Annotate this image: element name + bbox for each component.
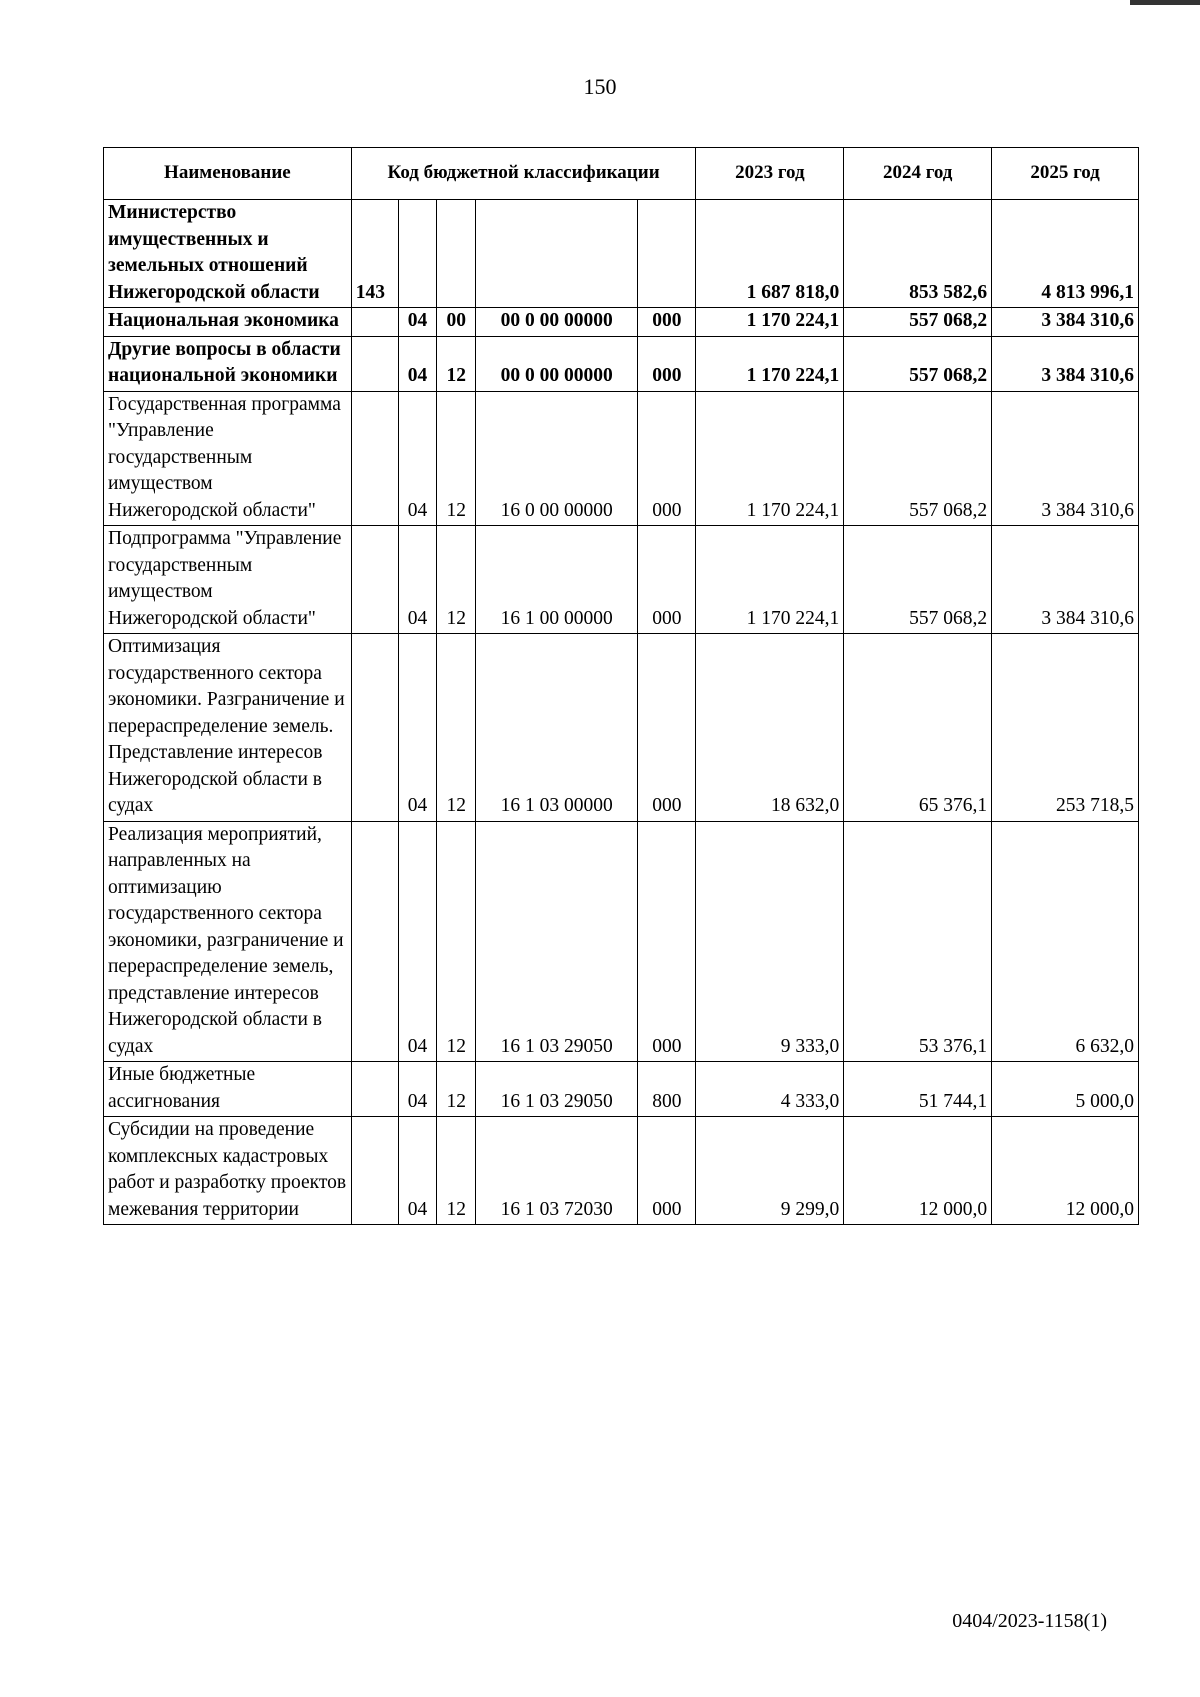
code-target-article: 00 0 00 00000 [476, 308, 638, 337]
code-admin [351, 526, 398, 634]
code-admin [351, 336, 398, 391]
value-2023: 1 170 224,1 [696, 391, 844, 526]
table-row [104, 391, 1139, 526]
value-2024: 557 068,2 [844, 308, 992, 337]
table-row [104, 336, 1139, 391]
code-section: 04 [398, 336, 437, 391]
value-2023: 4 333,0 [696, 1062, 844, 1117]
table-row [104, 634, 1139, 822]
table-row [104, 200, 1139, 308]
code-section: 04 [398, 391, 437, 526]
table-row [104, 308, 1139, 337]
row-name: Реализация мероприятий, направленных на оптимизацию государственного сектора экономики, разграничение и перераспределение земель, представление интересов Нижегородской области в судах [104, 821, 352, 1062]
value-2025: 6 632,0 [992, 821, 1139, 1062]
code-expense-type: 000 [638, 391, 696, 526]
code-section: 04 [398, 1117, 437, 1225]
code-target-article: 16 0 00 00000 [476, 391, 638, 526]
code-subsection: 00 [437, 308, 476, 337]
value-2024: 557 068,2 [844, 336, 992, 391]
row-name: Национальная экономика [104, 308, 352, 337]
budget-table [103, 147, 1139, 1225]
code-subsection [437, 200, 476, 308]
value-2023: 1 170 224,1 [696, 308, 844, 337]
code-section: 04 [398, 308, 437, 337]
code-admin [351, 1117, 398, 1225]
value-2024: 557 068,2 [844, 526, 992, 634]
code-admin [351, 821, 398, 1062]
value-2023: 1 170 224,1 [696, 526, 844, 634]
code-section: 04 [398, 634, 437, 822]
code-subsection: 12 [437, 1062, 476, 1117]
value-2025: 3 384 310,6 [992, 526, 1139, 634]
table-body [104, 200, 1139, 1225]
code-admin: 143 [351, 200, 398, 308]
code-subsection: 12 [437, 526, 476, 634]
row-name: Министерство имущественных и земельных отношений Нижегородской области [104, 200, 352, 308]
value-2024: 51 744,1 [844, 1062, 992, 1117]
value-2025: 253 718,5 [992, 634, 1139, 822]
code-expense-type: 000 [638, 634, 696, 822]
scan-edge-mark [1130, 0, 1200, 5]
code-expense-type: 000 [638, 821, 696, 1062]
table-row [104, 526, 1139, 634]
table-row [104, 1062, 1139, 1117]
table-row [104, 821, 1139, 1062]
value-2024: 53 376,1 [844, 821, 992, 1062]
value-2023: 1 170 224,1 [696, 336, 844, 391]
code-section [398, 200, 437, 308]
value-2024: 557 068,2 [844, 391, 992, 526]
code-admin [351, 1062, 398, 1117]
code-admin [351, 308, 398, 337]
code-expense-type: 000 [638, 526, 696, 634]
code-subsection: 12 [437, 821, 476, 1062]
code-expense-type: 000 [638, 336, 696, 391]
value-2024: 65 376,1 [844, 634, 992, 822]
code-target-article [476, 200, 638, 308]
table-row [104, 1117, 1139, 1225]
value-2023: 18 632,0 [696, 634, 844, 822]
row-name: Субсидии на проведение комплексных кадастровых работ и разработку проектов межевания территории [104, 1117, 352, 1225]
row-name: Оптимизация государственного сектора экономики. Разграничение и перераспределение земель. Представление интересов Нижегородской области в судах [104, 634, 352, 822]
value-2025: 3 384 310,6 [992, 336, 1139, 391]
value-2023: 9 333,0 [696, 821, 844, 1062]
row-name: Иные бюджетные ассигнования [104, 1062, 352, 1117]
code-subsection: 12 [437, 634, 476, 822]
value-2024: 12 000,0 [844, 1117, 992, 1225]
code-expense-type [638, 200, 696, 308]
value-2025: 3 384 310,6 [992, 308, 1139, 337]
code-admin [351, 391, 398, 526]
code-section: 04 [398, 526, 437, 634]
value-2025: 3 384 310,6 [992, 391, 1139, 526]
code-subsection: 12 [437, 391, 476, 526]
code-target-article: 16 1 03 00000 [476, 634, 638, 822]
code-target-article: 16 1 00 00000 [476, 526, 638, 634]
code-target-article: 16 1 03 72030 [476, 1117, 638, 1225]
value-2024: 853 582,6 [844, 200, 992, 308]
code-subsection: 12 [437, 336, 476, 391]
code-expense-type: 800 [638, 1062, 696, 1117]
value-2025: 12 000,0 [992, 1117, 1139, 1225]
row-name: Государственная программа "Управление государственным имуществом Нижегородской области" [104, 391, 352, 526]
code-section: 04 [398, 1062, 437, 1117]
code-target-article: 00 0 00 00000 [476, 336, 638, 391]
code-expense-type: 000 [638, 1117, 696, 1225]
value-2025: 5 000,0 [992, 1062, 1139, 1117]
table-header-row [104, 148, 1139, 200]
page-number: 150 [583, 74, 617, 99]
header-name: Наименование [104, 148, 352, 200]
header-year-2024: 2024 год [844, 148, 992, 200]
code-expense-type: 000 [638, 308, 696, 337]
header-year-2023: 2023 год [696, 148, 844, 200]
header-code: Код бюджетной классификации [351, 148, 696, 200]
row-name: Другие вопросы в области национальной экономики [104, 336, 352, 391]
value-2023: 9 299,0 [696, 1117, 844, 1225]
code-target-article: 16 1 03 29050 [476, 1062, 638, 1117]
value-2025: 4 813 996,1 [992, 200, 1139, 308]
row-name: Подпрограмма "Управление государственным имуществом Нижегородской области" [104, 526, 352, 634]
header-year-2025: 2025 год [992, 148, 1139, 200]
code-subsection: 12 [437, 1117, 476, 1225]
code-admin [351, 634, 398, 822]
code-section: 04 [398, 821, 437, 1062]
value-2023: 1 687 818,0 [696, 200, 844, 308]
document-number: 0404/2023-1158(1) [952, 1610, 1107, 1632]
code-target-article: 16 1 03 29050 [476, 821, 638, 1062]
